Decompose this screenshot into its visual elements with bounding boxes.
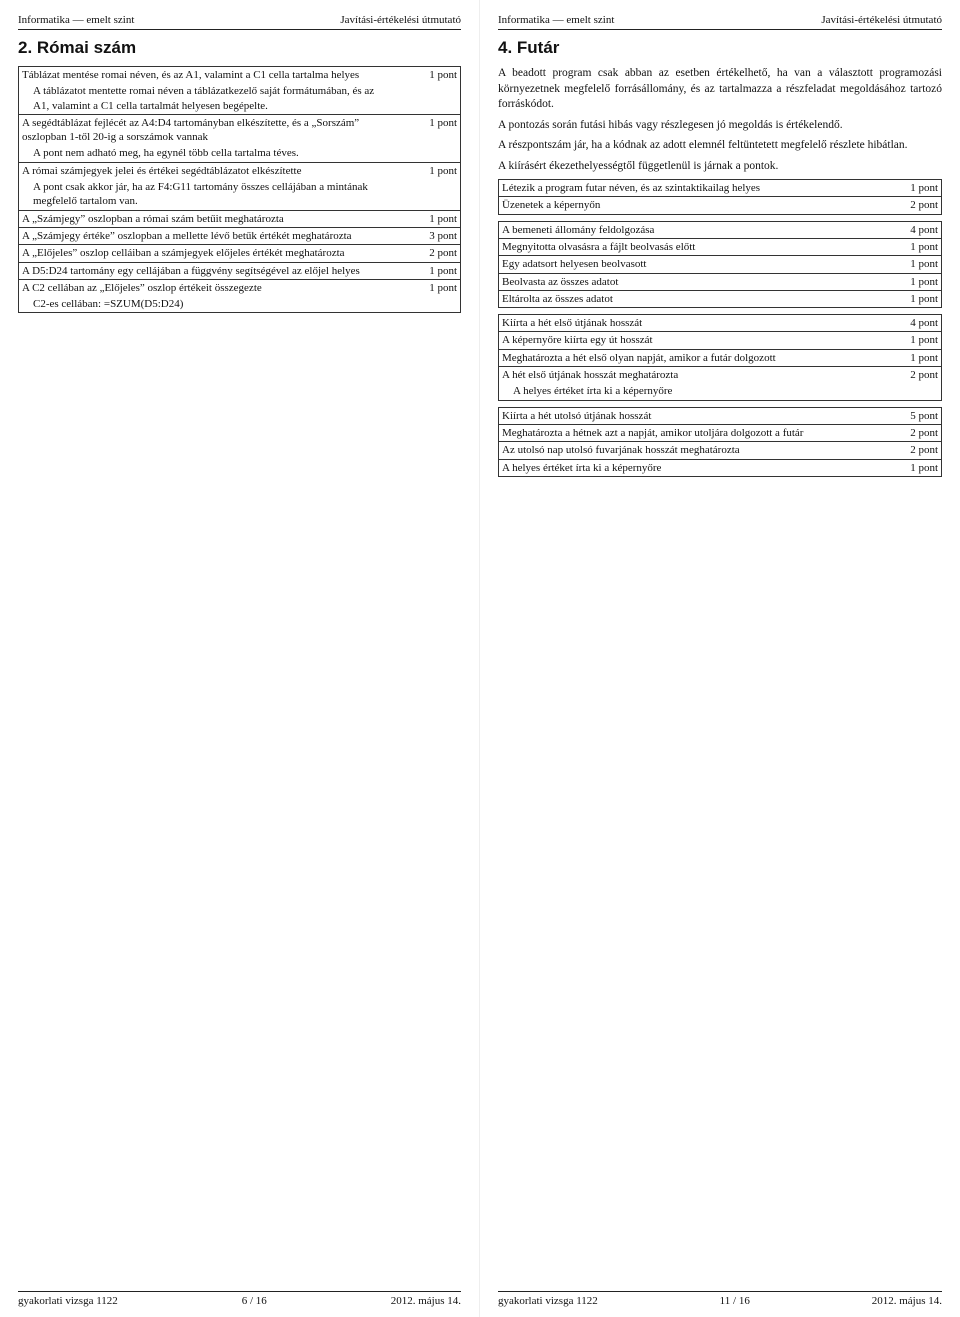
points-value: 3 pont bbox=[394, 227, 461, 244]
scoring-block bbox=[498, 221, 942, 308]
points-value bbox=[394, 179, 461, 210]
criterion-text: Kiírta a hét első útjának hosszát bbox=[502, 317, 643, 330]
footer-page-number: 6 / 16 bbox=[241, 1295, 267, 1307]
criterion-text: A bemeneti állomány feldolgozása bbox=[502, 223, 655, 236]
scoring-row bbox=[499, 349, 942, 366]
points-value: 2 pont bbox=[394, 245, 461, 262]
footer-left-text: gyakorlati vizsga 1122 bbox=[18, 1295, 118, 1307]
scoring-row bbox=[499, 383, 942, 400]
points-value: 1 pont bbox=[875, 238, 942, 255]
scoring-row bbox=[19, 296, 461, 313]
scoring-row bbox=[499, 221, 942, 238]
scoring-block bbox=[498, 314, 942, 400]
criterion-text: A hét első útjának hosszát meghatározta bbox=[499, 367, 876, 384]
scoring-row bbox=[499, 256, 942, 273]
section-title: 4. Futár bbox=[498, 38, 560, 57]
criterion-text: A „Számjegy értéke” oszlopban a mellette lévő betűk értékét meghatározta bbox=[19, 227, 395, 244]
criterion-text: Meghatározta a hét első olyan napját, amikor a futár dolgozott bbox=[499, 349, 876, 366]
points-value: 1 pont bbox=[875, 332, 942, 349]
criterion-text: Meghatározta a hétnek azt a napját, amikor utoljára dolgozott a futár bbox=[499, 424, 876, 441]
criterion-text: A „Számjegy” oszlopban a római szám betűit meghatározta bbox=[19, 210, 395, 227]
points-value: 2 pont bbox=[875, 197, 942, 214]
scoring-row bbox=[19, 114, 461, 145]
footer-left-text: gyakorlati vizsga 1122 bbox=[498, 1295, 598, 1307]
criterion-text: A D5:D24 tartomány egy cellájában a függvény segítségével az előjel helyes bbox=[19, 262, 395, 279]
scoring-row bbox=[19, 210, 461, 227]
intro-text bbox=[498, 66, 942, 174]
scoring-row bbox=[19, 179, 461, 210]
scoring-row bbox=[499, 424, 942, 441]
criterion-text: A képernyőre kiírta egy út hosszát bbox=[499, 332, 876, 349]
footer-date: 2012. május 14. bbox=[871, 1295, 942, 1307]
scoring-row bbox=[19, 145, 461, 162]
scoring-row bbox=[499, 315, 942, 332]
intro-paragraph: A pontozás során futási hibás vagy részlegesen jó megoldás is értékelendő. bbox=[498, 118, 843, 131]
criterion-text: Táblázat mentése romai néven, és az A1, valamint a C1 cella tartalma helyes bbox=[22, 69, 360, 81]
criterion-text: A helyes értéket írta ki a képernyőre bbox=[513, 385, 673, 398]
scoring-row bbox=[19, 279, 461, 296]
footer-page-number: 11 / 16 bbox=[719, 1295, 750, 1307]
intro-paragraph: A beadott program csak abban az esetben értékelhető, ha van a választott programozási környezetnek megfelelő forrásállomány, és az tartalmazza a részfeladat megoldásához tartozó forráskódot. bbox=[498, 67, 942, 111]
points-value: 1 pont bbox=[875, 349, 942, 366]
page-right bbox=[480, 0, 960, 1317]
header-right-text: Javítási-értékelési útmutató bbox=[821, 14, 942, 26]
scoring-row bbox=[499, 367, 942, 384]
criterion-text: C2-es cellában: =SZUM(D5:D24) bbox=[33, 298, 184, 311]
page-header bbox=[498, 14, 942, 30]
scoring-block bbox=[498, 179, 942, 215]
points-value: 1 pont bbox=[394, 162, 461, 179]
criterion-text: A táblázatot mentette romai néven a táblázatkezelő saját formátumában, és az A1, valamint a C1 cella tartalmát helyesen begépelte. bbox=[33, 85, 375, 112]
points-value: 1 pont bbox=[875, 273, 942, 290]
scoring-row bbox=[499, 407, 942, 424]
criterion-text: Üzenetek a képernyőn bbox=[499, 197, 876, 214]
scoring-row bbox=[19, 162, 461, 179]
scoring-blocks bbox=[498, 179, 942, 477]
points-value: 1 pont bbox=[394, 210, 461, 227]
points-value: 1 pont bbox=[875, 459, 942, 476]
points-value: 1 pont bbox=[394, 262, 461, 279]
scoring-row bbox=[499, 273, 942, 290]
points-value: 2 pont bbox=[875, 442, 942, 459]
scoring-row bbox=[499, 180, 942, 197]
points-value: 2 pont bbox=[875, 424, 942, 441]
scoring-row bbox=[19, 67, 461, 84]
criterion-text: A pont nem adható meg, ha egynél több cella tartalma téves. bbox=[33, 147, 299, 160]
criterion-text: A helyes értéket írta ki a képernyőre bbox=[499, 459, 876, 476]
points-value: 1 pont bbox=[429, 69, 457, 81]
scoring-row bbox=[499, 238, 942, 255]
scoring-row bbox=[19, 262, 461, 279]
points-value: 1 pont bbox=[875, 290, 942, 307]
points-value bbox=[394, 145, 461, 162]
scoring-row bbox=[19, 245, 461, 262]
intro-paragraph: A kiírásért ékezethelyességtől függetlenül is járnak a pontok. bbox=[498, 159, 779, 172]
header-right-text: Javítási-értékelési útmutató bbox=[340, 14, 461, 26]
criterion-text: A C2 cellában az „Előjeles” oszlop értékeit összegezte bbox=[19, 279, 395, 296]
intro-paragraph: A részpontszám jár, ha a kódnak az adott elemnél feltüntetett megfelelő részlete hibátlan. bbox=[498, 139, 908, 152]
scoring-table bbox=[18, 66, 461, 313]
points-value bbox=[394, 83, 461, 114]
criterion-text: A pont csak akkor jár, ha az F4:G11 tartomány összes cellájában a mintának megfelelő tartalom van. bbox=[33, 181, 368, 208]
points-value: 4 pont bbox=[910, 317, 938, 330]
scoring-row bbox=[499, 197, 942, 214]
page-header bbox=[18, 14, 461, 30]
scoring-row bbox=[499, 442, 942, 459]
criterion-text: Beolvasta az összes adatot bbox=[499, 273, 876, 290]
criterion-text: Az utolsó nap utolsó fuvarjának hosszát meghatározta bbox=[499, 442, 876, 459]
points-value: 1 pont bbox=[875, 256, 942, 273]
section-title: 2. Római szám bbox=[18, 38, 137, 57]
header-left-text: Informatika — emelt szint bbox=[18, 14, 135, 26]
criterion-text: A római számjegyek jelei és értékei segédtáblázatot elkészítette bbox=[19, 162, 395, 179]
scoring-block bbox=[498, 407, 942, 477]
points-value: 1 pont bbox=[394, 279, 461, 296]
criterion-text: Kiírta a hét utolsó útjának hosszát bbox=[502, 409, 652, 422]
points-value: 5 pont bbox=[910, 409, 938, 422]
scoring-row bbox=[499, 332, 942, 349]
footer-date: 2012. május 14. bbox=[390, 1295, 461, 1307]
points-value bbox=[394, 296, 461, 313]
points-value: 1 pont bbox=[394, 114, 461, 145]
points-value: 2 pont bbox=[875, 367, 942, 384]
header-left-text: Informatika — emelt szint bbox=[498, 14, 615, 26]
points-value bbox=[875, 383, 942, 400]
points-value: 1 pont bbox=[910, 182, 938, 195]
scoring-row bbox=[19, 83, 461, 114]
page-footer bbox=[18, 1291, 461, 1307]
scoring-row bbox=[19, 227, 461, 244]
criterion-text: Megnyitotta olvasásra a fájlt beolvasás előtt bbox=[499, 238, 876, 255]
criterion-text: A „Előjeles” oszlop celláiban a számjegyek előjeles értékét meghatározta bbox=[19, 245, 395, 262]
points-value: 4 pont bbox=[910, 223, 938, 236]
scoring-row bbox=[499, 459, 942, 476]
criterion-text: Egy adatsort helyesen beolvasott bbox=[499, 256, 876, 273]
page-footer bbox=[498, 1291, 942, 1307]
scoring-row bbox=[499, 290, 942, 307]
criterion-text: A segédtáblázat fejlécét az A4:D4 tartományban elkészítette, és a „Sorszám” oszlopban 1-től 20-ig a sorszámok vannak bbox=[19, 114, 395, 145]
criterion-text: Eltárolta az összes adatot bbox=[499, 290, 876, 307]
criterion-text: Létezik a program futar néven, és az szintaktikailag helyes bbox=[502, 182, 761, 195]
